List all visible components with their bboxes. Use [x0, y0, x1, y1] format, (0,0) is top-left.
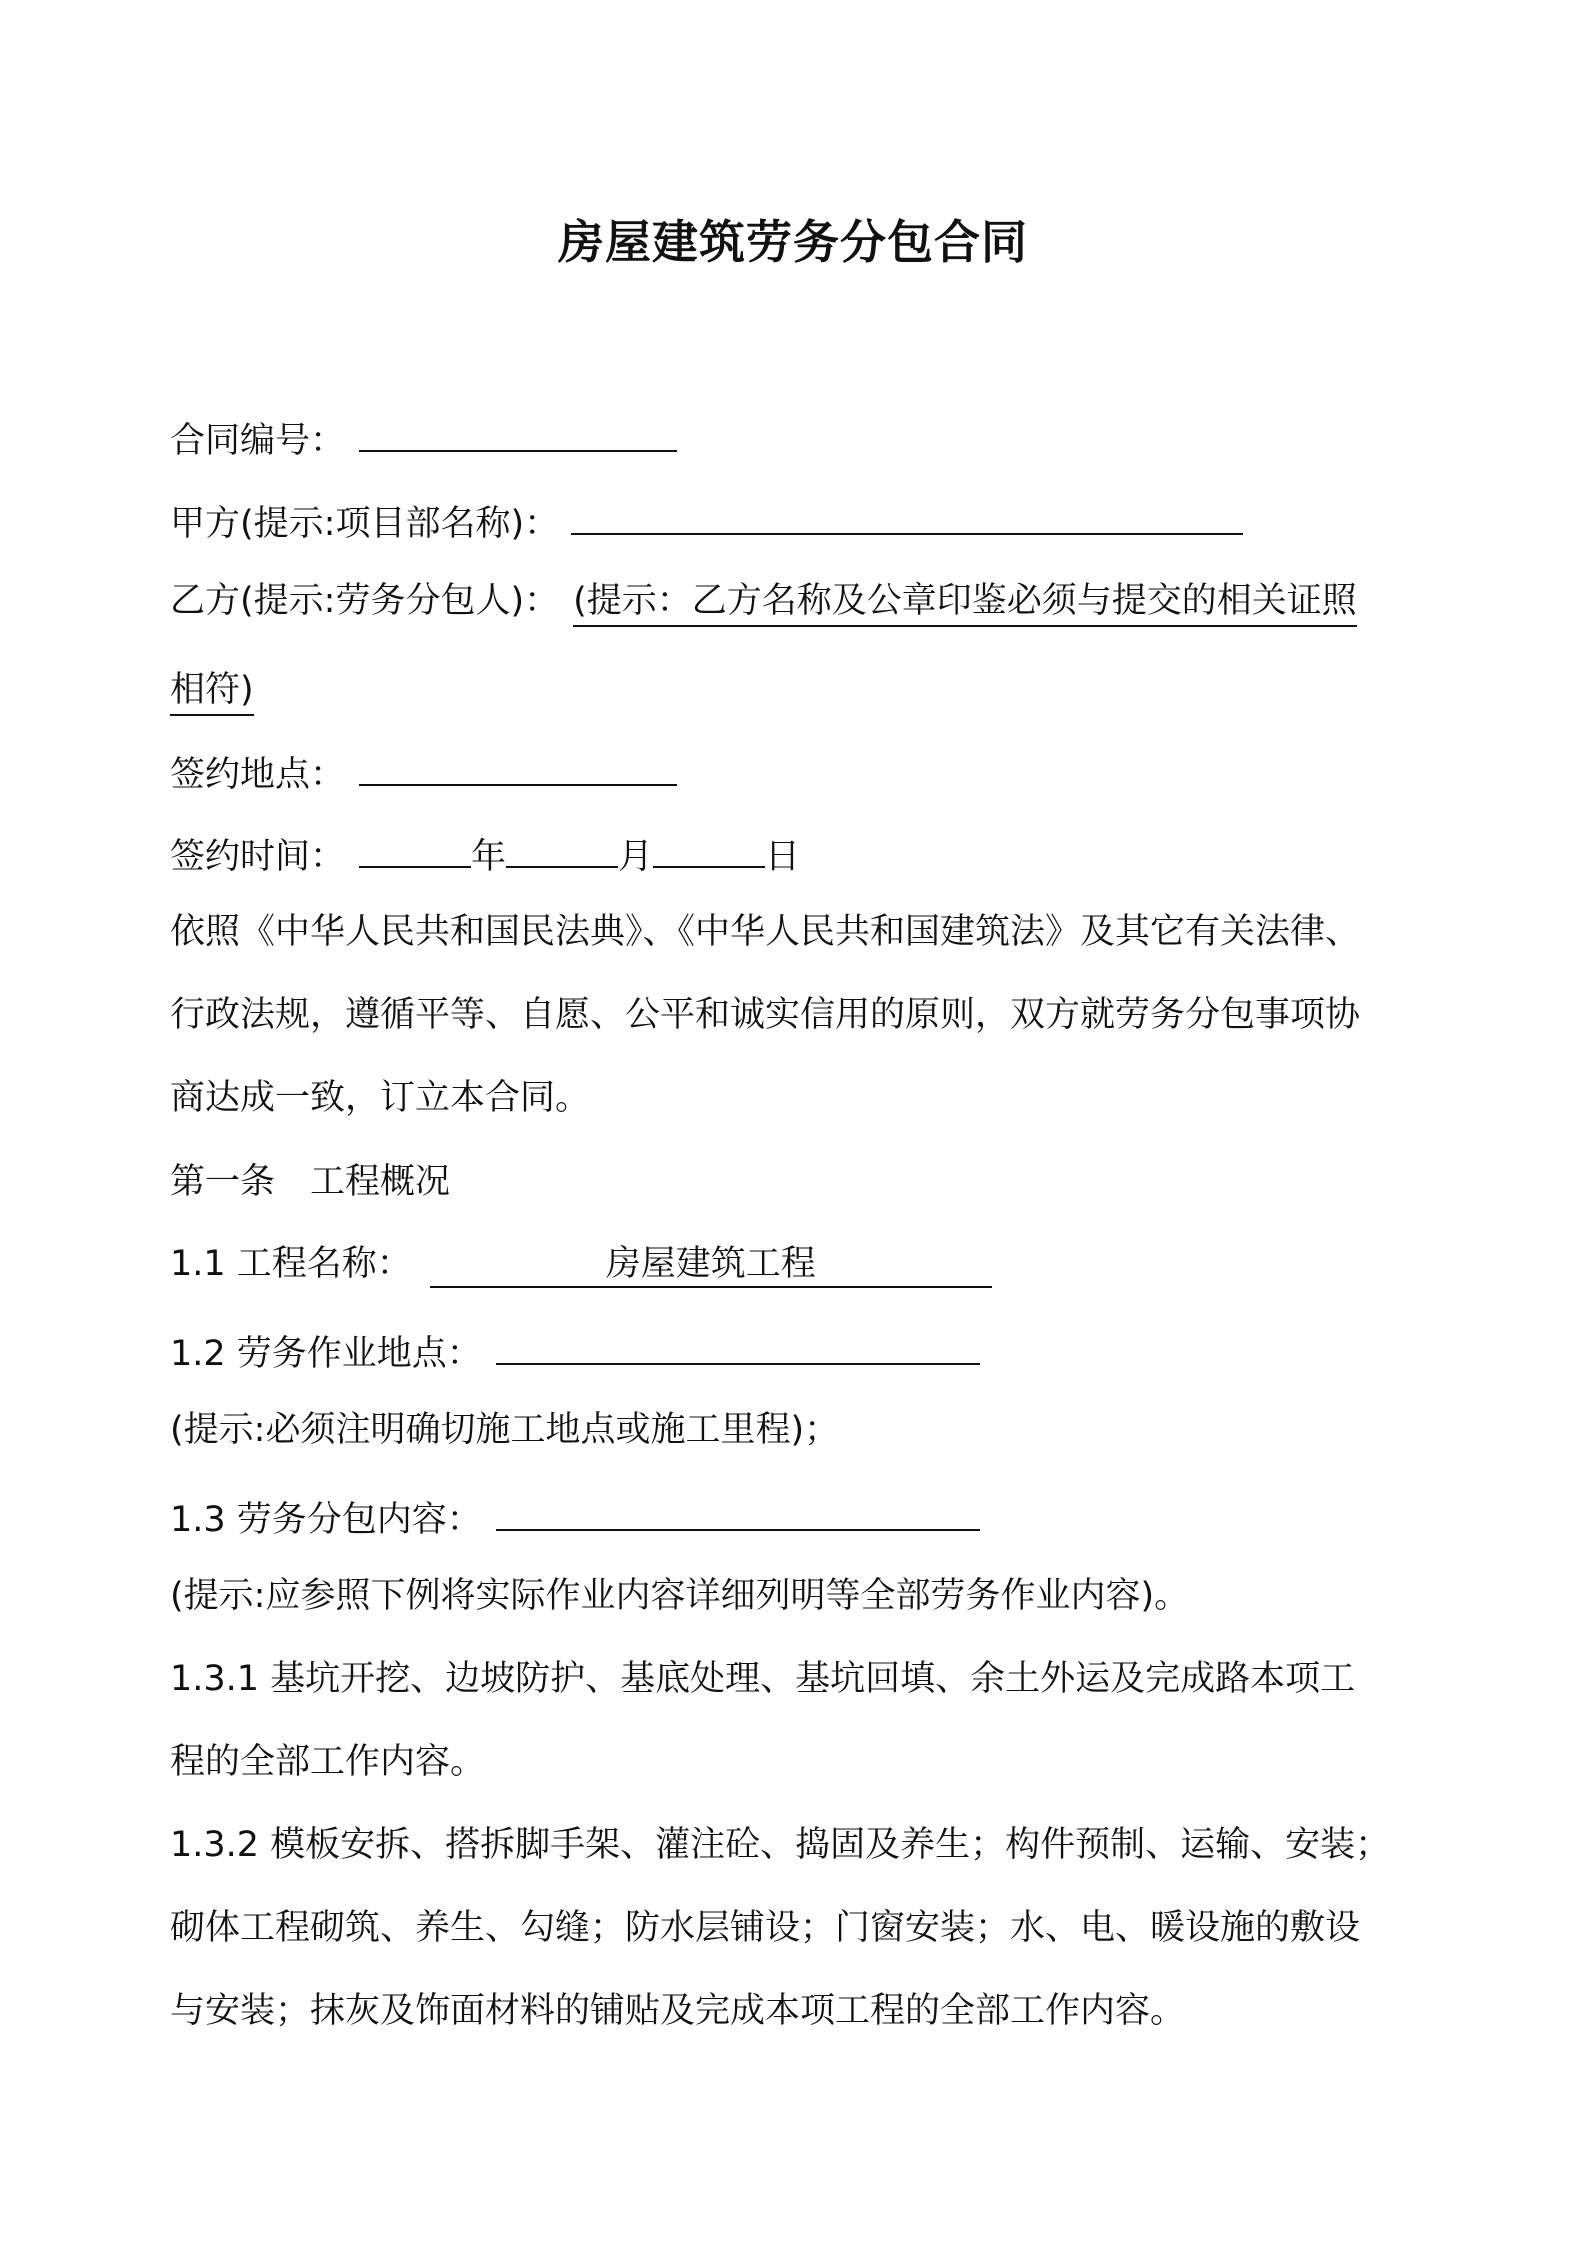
item-1-3-2-line: 砌体工程砌筑、养生、勾缝；防水层铺设；门窗安装；水、电、暖设施的敷设 — [170, 1908, 1361, 1948]
sign-place-blank — [359, 744, 677, 786]
document-title: 房屋建筑劳务分包合同 — [558, 215, 1028, 269]
item-1-3-label: 1.3 劳务分包内容： — [170, 1500, 482, 1540]
contract-number-label: 合同编号： — [170, 421, 346, 461]
item-1-3-2-line: 与安装；抹灰及饰面材料的铺贴及完成本项工程的全部工作内容。 — [170, 1991, 1186, 2031]
item-1-2-row — [170, 1323, 980, 1378]
preamble-line: 依照《中华人民共和国民法典》、《中华人民共和国建筑法》及其它有关法律、 — [170, 912, 1361, 952]
item-1-1-label: 1.1 工程名称： — [170, 1244, 412, 1284]
day-label: 日 — [765, 837, 801, 877]
article-1-heading: 第一条 工程概况 — [170, 1162, 451, 1202]
party-a-blank — [571, 493, 1243, 535]
contract-number-blank — [359, 410, 677, 452]
item-1-3-1-line: 1.3.1 基坑开挖、边坡防护、基底处理、基坑回填、余土外运及完成路本项工 — [170, 1659, 1356, 1699]
sign-place-row — [170, 744, 677, 799]
year-blank — [359, 826, 471, 868]
contract-number-row — [170, 410, 677, 465]
sign-place-label: 签约地点： — [170, 755, 346, 795]
item-1-1-row — [170, 1240, 992, 1288]
item-1-1-value: 房屋建筑工程 — [430, 1242, 992, 1288]
preamble-line: 行政法规，遵循平等、自愿、公平和诚实信用的原则，双方就劳务分包事项协 — [170, 995, 1361, 1035]
item-1-3-hint: (提示:应参照下例将实际作业内容详细列明等全部劳务作业内容)。 — [170, 1576, 1190, 1616]
item-1-2-hint: (提示:必须注明确切施工地点或施工里程)； — [170, 1410, 840, 1450]
item-1-3-row — [170, 1489, 980, 1544]
item-1-3-blank — [496, 1489, 980, 1531]
item-1-3-1-line: 程的全部工作内容。 — [170, 1742, 486, 1782]
year-label: 年 — [471, 837, 507, 877]
sign-time-row — [170, 826, 800, 881]
party-b-hint-line2: 相符) — [170, 670, 254, 716]
party-b-label: 乙方(提示:劳务分包人)： — [170, 581, 560, 621]
party-a-row — [170, 493, 1243, 548]
month-label: 月 — [618, 837, 654, 877]
day-blank — [653, 826, 765, 868]
sign-time-label: 签约时间： — [170, 837, 346, 877]
item-1-2-blank — [496, 1323, 980, 1365]
item-1-3-2-line: 1.3.2 模板安拆、搭拆脚手架、灌注砼、捣固及养生；构件预制、运输、安装； — [170, 1825, 1391, 1865]
party-b-row — [170, 577, 1357, 625]
party-b-hint-line1: (提示：乙方名称及公章印鉴必须与提交的相关证照 — [573, 581, 1357, 627]
preamble-line: 商达成一致，订立本合同。 — [170, 1078, 591, 1118]
party-b-row-cont — [170, 666, 254, 714]
month-blank — [506, 826, 618, 868]
item-1-2-label: 1.2 劳务作业地点： — [170, 1334, 482, 1374]
party-a-label: 甲方(提示:项目部名称)： — [170, 504, 560, 544]
